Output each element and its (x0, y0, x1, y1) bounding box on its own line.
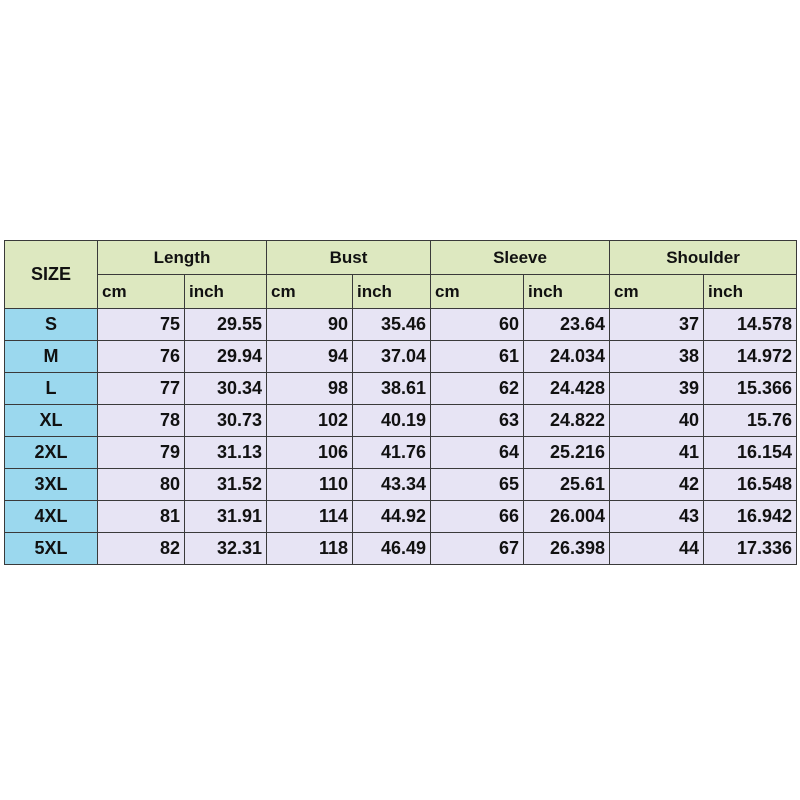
table-row (5, 373, 797, 405)
shoulder-cm-cell: 42 (610, 469, 704, 501)
sleeve-inch-cell: 23.64 (524, 309, 610, 341)
length-inch-cell: 31.52 (185, 469, 267, 501)
bust-cm-header: cm (267, 275, 353, 309)
bust-inch-header: inch (353, 275, 431, 309)
table-row (5, 437, 797, 469)
size-cell: L (5, 373, 98, 405)
bust-cm-cell: 106 (267, 437, 353, 469)
sleeve-inch-header: inch (524, 275, 610, 309)
sleeve-cm-cell: 62 (431, 373, 524, 405)
shoulder-cm-header: cm (610, 275, 704, 309)
length-cm-header: cm (98, 275, 185, 309)
size-chart-table (4, 240, 797, 565)
length-inch-cell: 29.94 (185, 341, 267, 373)
shoulder-cm-cell: 37 (610, 309, 704, 341)
shoulder-inch-cell: 16.548 (704, 469, 797, 501)
size-cell: S (5, 309, 98, 341)
sleeve-cm-header: cm (431, 275, 524, 309)
shoulder-cm-cell: 43 (610, 501, 704, 533)
sleeve-inch-cell: 24.822 (524, 405, 610, 437)
size-cell: XL (5, 405, 98, 437)
length-header: Length (98, 241, 267, 275)
length-cm-cell: 77 (98, 373, 185, 405)
length-cm-cell: 79 (98, 437, 185, 469)
bust-cm-cell: 94 (267, 341, 353, 373)
bust-cm-cell: 118 (267, 533, 353, 565)
shoulder-inch-cell: 15.76 (704, 405, 797, 437)
bust-cm-cell: 114 (267, 501, 353, 533)
shoulder-inch-cell: 16.942 (704, 501, 797, 533)
bust-inch-cell: 46.49 (353, 533, 431, 565)
shoulder-cm-cell: 40 (610, 405, 704, 437)
table-row (5, 501, 797, 533)
sleeve-inch-cell: 26.004 (524, 501, 610, 533)
sleeve-inch-cell: 26.398 (524, 533, 610, 565)
length-inch-cell: 31.13 (185, 437, 267, 469)
sleeve-inch-cell: 24.034 (524, 341, 610, 373)
length-inch-cell: 30.73 (185, 405, 267, 437)
sleeve-cm-cell: 67 (431, 533, 524, 565)
size-header: SIZE (5, 241, 98, 309)
length-inch-cell: 31.91 (185, 501, 267, 533)
length-cm-cell: 82 (98, 533, 185, 565)
bust-cm-cell: 98 (267, 373, 353, 405)
sleeve-cm-cell: 60 (431, 309, 524, 341)
length-inch-cell: 32.31 (185, 533, 267, 565)
table-row (5, 405, 797, 437)
bust-cm-cell: 90 (267, 309, 353, 341)
table-row (5, 309, 797, 341)
group-header-row (5, 241, 797, 275)
length-cm-cell: 81 (98, 501, 185, 533)
shoulder-inch-cell: 15.366 (704, 373, 797, 405)
size-cell: 4XL (5, 501, 98, 533)
shoulder-inch-cell: 16.154 (704, 437, 797, 469)
bust-cm-cell: 110 (267, 469, 353, 501)
length-inch-cell: 30.34 (185, 373, 267, 405)
sleeve-cm-cell: 66 (431, 501, 524, 533)
sleeve-cm-cell: 63 (431, 405, 524, 437)
size-rows (5, 309, 797, 565)
bust-inch-cell: 38.61 (353, 373, 431, 405)
bust-header: Bust (267, 241, 431, 275)
size-cell: 2XL (5, 437, 98, 469)
shoulder-cm-cell: 44 (610, 533, 704, 565)
table-row (5, 469, 797, 501)
shoulder-cm-cell: 39 (610, 373, 704, 405)
shoulder-cm-cell: 38 (610, 341, 704, 373)
unit-header-row (5, 275, 797, 309)
sleeve-inch-cell: 24.428 (524, 373, 610, 405)
bust-inch-cell: 43.34 (353, 469, 431, 501)
sleeve-header: Sleeve (431, 241, 610, 275)
shoulder-inch-header: inch (704, 275, 797, 309)
size-cell: M (5, 341, 98, 373)
bust-inch-cell: 37.04 (353, 341, 431, 373)
size-cell: 3XL (5, 469, 98, 501)
shoulder-header: Shoulder (610, 241, 797, 275)
length-cm-cell: 76 (98, 341, 185, 373)
bust-inch-cell: 35.46 (353, 309, 431, 341)
sleeve-cm-cell: 65 (431, 469, 524, 501)
shoulder-inch-cell: 17.336 (704, 533, 797, 565)
length-cm-cell: 80 (98, 469, 185, 501)
length-inch-header: inch (185, 275, 267, 309)
shoulder-inch-cell: 14.578 (704, 309, 797, 341)
table-row (5, 341, 797, 373)
sleeve-cm-cell: 61 (431, 341, 524, 373)
size-cell: 5XL (5, 533, 98, 565)
bust-inch-cell: 44.92 (353, 501, 431, 533)
sleeve-cm-cell: 64 (431, 437, 524, 469)
bust-cm-cell: 102 (267, 405, 353, 437)
length-inch-cell: 29.55 (185, 309, 267, 341)
bust-inch-cell: 40.19 (353, 405, 431, 437)
sleeve-inch-cell: 25.216 (524, 437, 610, 469)
sleeve-inch-cell: 25.61 (524, 469, 610, 501)
length-cm-cell: 75 (98, 309, 185, 341)
shoulder-inch-cell: 14.972 (704, 341, 797, 373)
table-row (5, 533, 797, 565)
bust-inch-cell: 41.76 (353, 437, 431, 469)
length-cm-cell: 78 (98, 405, 185, 437)
shoulder-cm-cell: 41 (610, 437, 704, 469)
